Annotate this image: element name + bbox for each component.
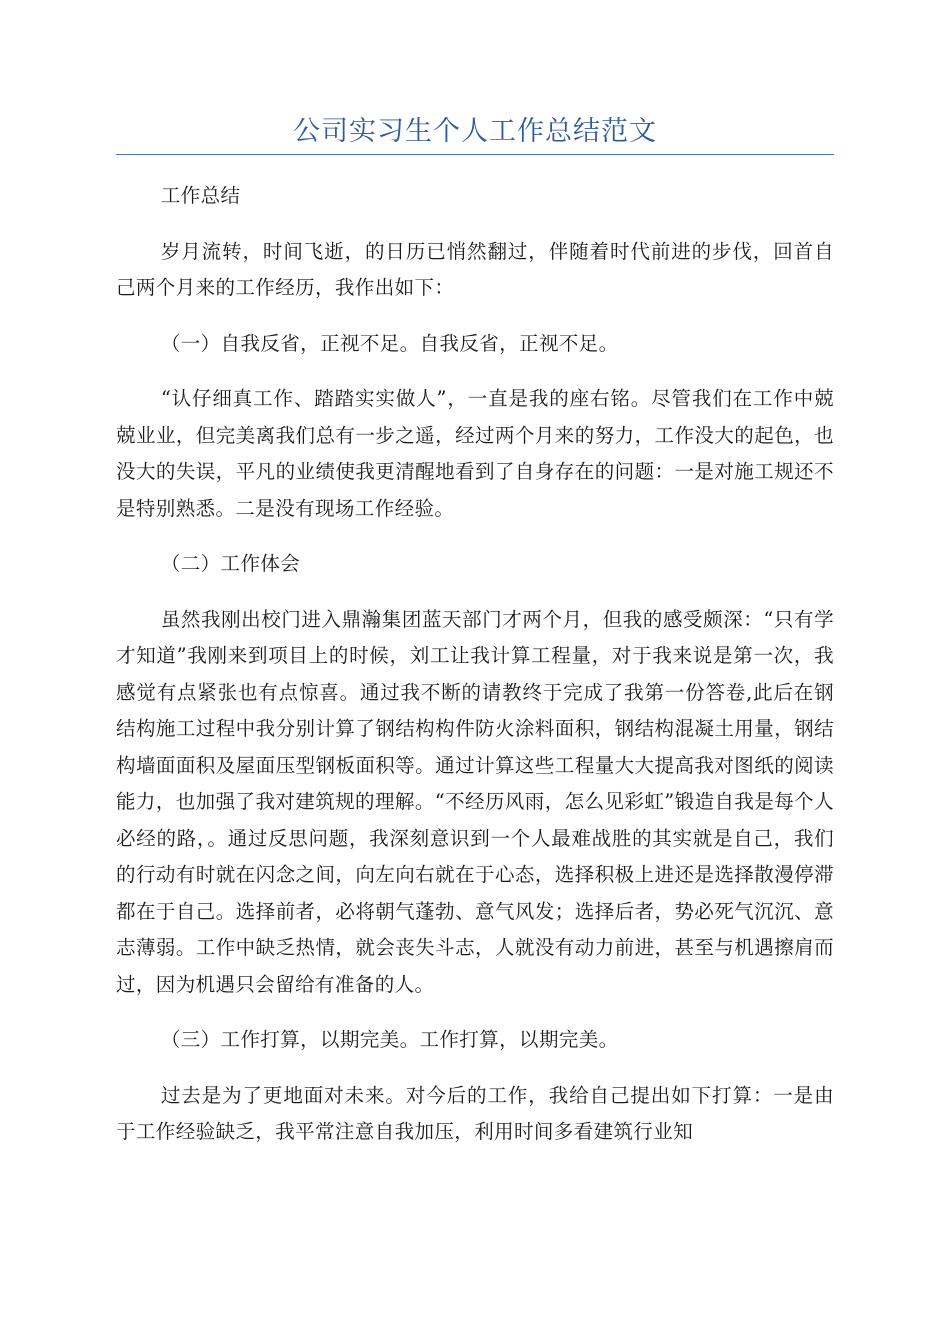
paragraph-heading-summary: 工作总结 — [160, 184, 241, 207]
paragraph-self-reflection: “认仔细真工作、踏踏实实做人”，一直是我的座右铭。尽管我们在工作中兢兢业业，但完美离我们总有一步之遥，经过两个月来的努力，工作没大的起色，也没大的失误，平凡的业绩使我更清醒地看到了自身存在的问题：一是对施工规还不是特别熟悉。二是没有现场工作经验。 — [116, 387, 834, 520]
paragraph-work-experience: 虽然我刚出校门进入鼎瀚集团蓝天部门才两个月，但我的感受颇深：“只有学才知道”我刚来到项目上的时候，刘工让我计算工程量，对于我来说是第一次，我感觉有点紧张也有点惊喜。通过我不断的请教终于完成了我第一份答卷,此后在钢结构施工过程中我分别计算了钢结构构件防火涂料面积，钢结构混凝土用量，钢结构墙面面积及屋面压型钢板面积等。通过计算这些工程量大大提高我对图纸的阅读能力，也加强了我对建筑规的理解。“不经历风雨，怎么见彩虹”锻造自我是每个人必经的路，。通过反思问题，我深刻意识到一个人最难战胜的其实就是自己，我们的行动有时就在闪念之间，向左向右就在于心态，选择积极上进还是选择散漫停滞都在于自己。选择前者，必将朝气蓬勃、意气风发；选择后者，势必死气沉沉、意志薄弱。工作中缺乏热情，就会丧失斗志，人就没有动力前进，甚至与机遇擦肩而过，因为机遇只会留给有准备的人。 — [116, 607, 834, 996]
section-heading-2: （二）工作体会 — [160, 552, 301, 575]
document-title: 公司实习生个人工作总结范文 — [293, 116, 657, 147]
paragraph-intro: 岁月流转，时间飞逝，的日历已悄然翻过，伴随着时代前进的步伐，回首自己两个月来的工作经历，我作出如下： — [116, 239, 834, 299]
section-heading-1: （一）自我反省，正视不足。自我反省，正视不足。 — [160, 331, 619, 355]
document-body — [116, 178, 834, 1170]
paragraph-future-plan: 过去是为了更地面对未来。对今后的工作，我给自己提出如下打算：一是由于工作经验缺乏，我平常注意自我加压，利用时间多看建筑行业知 — [116, 1083, 834, 1143]
title-underline — [116, 154, 834, 155]
section-heading-3: （三）工作打算，以期完美。工作打算，以期完美。 — [160, 1028, 619, 1051]
